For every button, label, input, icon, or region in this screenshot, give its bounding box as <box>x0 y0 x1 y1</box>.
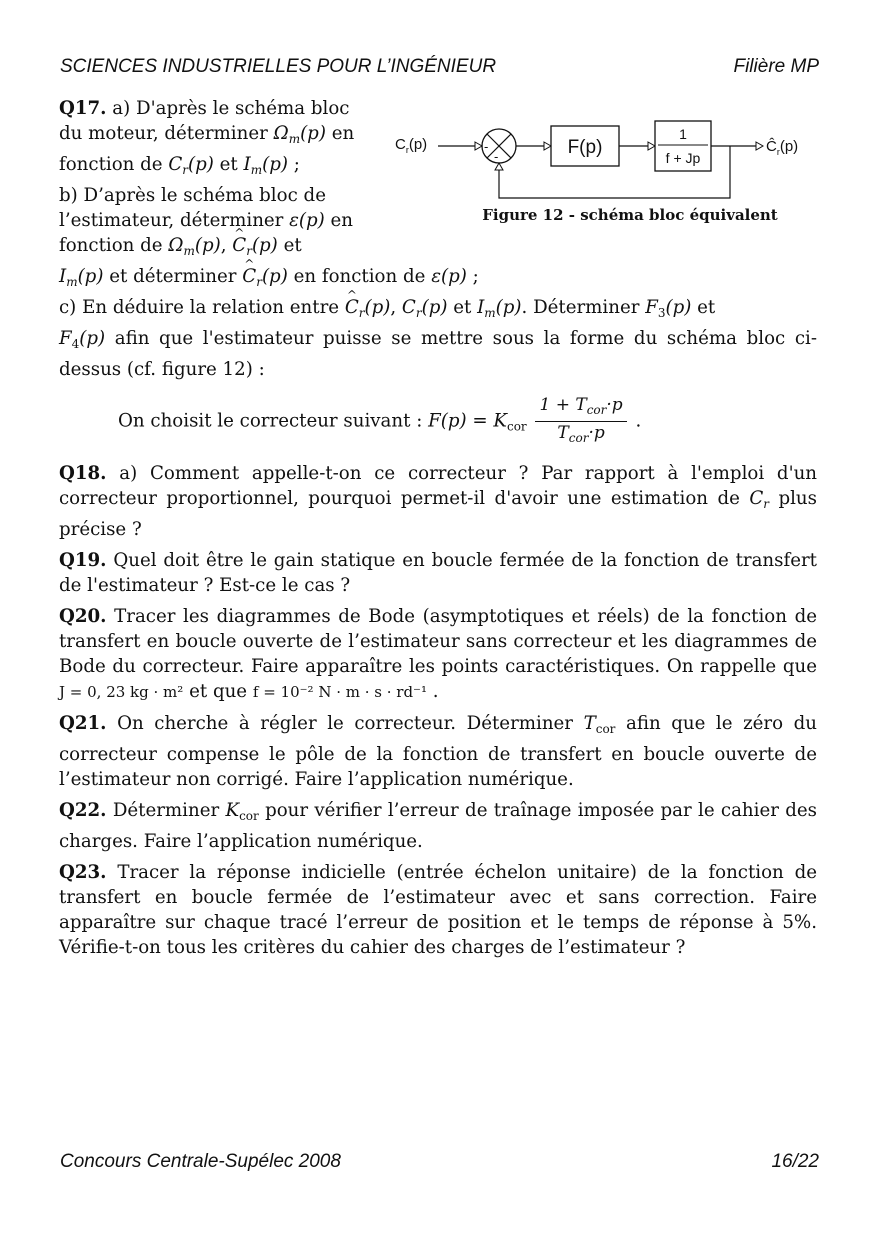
q22-text-a: Déterminer <box>112 800 220 821</box>
q17-b-line3b: et <box>283 235 302 256</box>
q23-text: Tracer la réponse indicielle (entrée échelon unitaire) de la fonction de transfert en boucle fermée de l’estimateur avec et sans correction. Faire apparaître sur chaque tracé l’erreur de position et le temps de réponse à 5%. Vérifie-t-on tous les critères du cahier des charges de l’estimateur ? <box>59 862 817 958</box>
q17-a-line3b: et <box>219 154 238 175</box>
q17-c-line1a: c) En déduire la relation entre <box>59 297 340 318</box>
q21-text-a: On cherche à régler le correcteur. Déterminer <box>117 713 573 734</box>
q17-c-line1c: et <box>697 297 716 318</box>
diagram-input-label: $C_r(p)$ <box>395 136 428 155</box>
sum-sign-left: - <box>484 139 489 154</box>
q17-left-block: Q17. a) D'après le schéma bloc du moteur, déterminer $\Omega_m(p)$ en fonction de $C_r(p)$ et $I_m(p)$ ; b) D’après le schéma bloc de l’estimateur, déterminer ε(p) en fonction de $\Omega_m(p)$, ^ $C_r(p)$ et <box>59 96 381 264</box>
q17-b-line2b: en <box>330 210 354 231</box>
q17-b-line4: et déterminer <box>109 266 237 287</box>
corrector-formula: On choisit le correcteur suivant : $F(p) = K_{cor}$ $\frac{1 + T_{cor}\cdot p}{T_{cor}\cdot p}$ . <box>118 394 817 449</box>
q19-label: Q19. <box>59 550 107 571</box>
q22-label: Q22. <box>59 800 107 821</box>
q20-text: Tracer les diagrammes de Bode (asymptotiques et réels) de la fonction de transfert en boucle ouverte de l’estimateur sans correcteur et les diagrammes de Bode du correcteur. Faire apparaître les points caractéristiques. On rappelle que <box>59 606 817 677</box>
q20-label: Q20. <box>59 606 107 627</box>
block-f-label: F(p) <box>567 137 603 158</box>
q17-label: Q17. <box>59 98 107 119</box>
exam-body: Q17. a) D'après le schéma bloc du moteur, déterminer $\Omega_m(p)$ en fonction de $C_r(p)$ et $I_m(p)$ ; b) D’après le schéma bloc de l’estimateur, déterminer ε(p) en fonction de $\Omega_m(p)$, ^ $C_r(p)$ et $I_m(p)$ et déterminer ^ $C_r(p)$ en fonction de ε(p) ; c) En déduire la relation entre ^ $C_r(p)$, $C_r(p)$ et $I_m(p)$. Déterminer $F_3(p)$ et $F_4(p)$ afin que l'estimateur puisse se mettre sous la forme du schéma bloc ci-dessus (cf. figure 12) : On choisit le correcteur suivant : $F(p) = K_{cor}$ $\frac{1 + T_{cor}\cdot p}{T_{cor}\cdot p}$ . Q18. a) Comment appelle-t-on ce correcteur ? Par rapport à l'emploi d'un correcteur proportionnel, pourquoi permet-il d'avoir une estimation de $C_r$ plus précise ? Q19. Quel doit être le gain statique en boucle fermée de la fonction de transfert de l'estimateur ? Est-ce le cas ? Q20. Tracer les diagrammes de Bode (asymptotiques et réels) de la fonction de transfert en boucle ouverte de l’estimateur sans correcteur et les diagrammes de Bode du correcteur. Faire apparaître les points caractéristiques. On rappelle que J = 0, 23 kg · m² et que f = 10⁻² N · m · s · rd⁻¹ . Q21. On cherche à régler le correcteur. Déterminer $T_{cor}$ afin que le zéro du correcteur compense le pôle de la fonction de transfert en boucle ouverte de l’estimateur non corrigé. Faire l’application numérique. Q22. Déterminer $K_{cor}$ pour vérifier l’erreur de traînage imposée par le cahier des charges. Faire l’application numérique. Q23. Tracer la réponse indicielle (entrée échelon unitaire) de la fonction de transfert en boucle fermée de l’estimateur avec et sans correction. Faire apparaître sur chaque tracé l’erreur de position et le temps de réponse à 5%. Vérifie-t-on tous les critères du cahier des charges de l’estimateur ? <box>59 96 817 960</box>
header-stream: Filière MP <box>733 56 819 77</box>
header-title: SCIENCES INDUSTRIELLES POUR L’INGÉNIEUR <box>60 56 497 77</box>
q21-text-b: afin que le zéro du correcteur compense le pôle de la fonction de transfert en boucle ouverte de l’estimateur non corrigé. Faire l’application numérique. <box>59 713 817 790</box>
q18-text: a) Comment appelle-t-on ce correcteur ? Par rapport à l'emploi d'un correcteur proportionnel, pourquoi permet-il d'avoir une estimation de <box>59 463 817 509</box>
q23-label: Q23. <box>59 862 107 883</box>
formula-intro: On choisit le correcteur suivant : <box>118 410 423 432</box>
q20-j-value: J = 0, 23 kg · m² <box>59 683 184 701</box>
q17-a-line2b: en <box>331 123 355 144</box>
q17-c-line2: afin que l'estimateur puisse se mettre sous la forme du schéma bloc ci-dessus (cf. figure 12) : <box>59 328 817 380</box>
q17-a-line3a: fonction de <box>59 154 163 175</box>
q17-b-line3a: fonction de <box>59 235 163 256</box>
page-header <box>60 56 819 78</box>
page-footer <box>60 1151 819 1173</box>
corrector-fraction: $\frac{1 + T_{cor}\cdot p}{T_{cor}\cdot p}$ <box>535 394 626 449</box>
figure-caption: Figure 12 - schéma bloc équivalent <box>482 206 778 224</box>
page-number: 16/22 <box>771 1151 819 1172</box>
sum-sign-bottom: - <box>494 149 499 164</box>
block-plant-num: 1 <box>679 126 687 142</box>
block-plant-den: f + Jp <box>665 150 701 166</box>
q17-b-line4b: en fonction de <box>293 266 426 287</box>
q22-text-b: pour vérifier l’erreur de traînage imposée par le cahier des charges. Faire l’application numérique. <box>59 800 817 852</box>
q17-b-line1: b) D’après le schéma bloc de <box>59 185 326 206</box>
q17-c-line1b: . Déterminer <box>521 297 640 318</box>
q17-a-line1: a) D'après le schéma bloc <box>112 98 350 119</box>
footer-contest: Concours Centrale-Supélec 2008 <box>60 1151 341 1172</box>
q20-mid: et que <box>189 681 248 702</box>
q20-end: . <box>432 681 439 702</box>
q18-label: Q18. <box>59 463 107 484</box>
q17-a-line2: du moteur, déterminer <box>59 123 268 144</box>
q20-f-value: f = 10⁻² N · m · s · rd⁻¹ <box>252 683 427 701</box>
diagram-output-label: $Ĉ_r(p)$ <box>766 138 799 157</box>
q21-label: Q21. <box>59 713 107 734</box>
q18-text-end: plus précise ? <box>59 488 817 540</box>
q17-b-line2: l’estimateur, déterminer <box>59 210 284 231</box>
q19-text: Quel doit être le gain statique en boucle fermée de la fonction de transfert de l'estimateur ? Est-ce le cas ? <box>59 550 817 596</box>
